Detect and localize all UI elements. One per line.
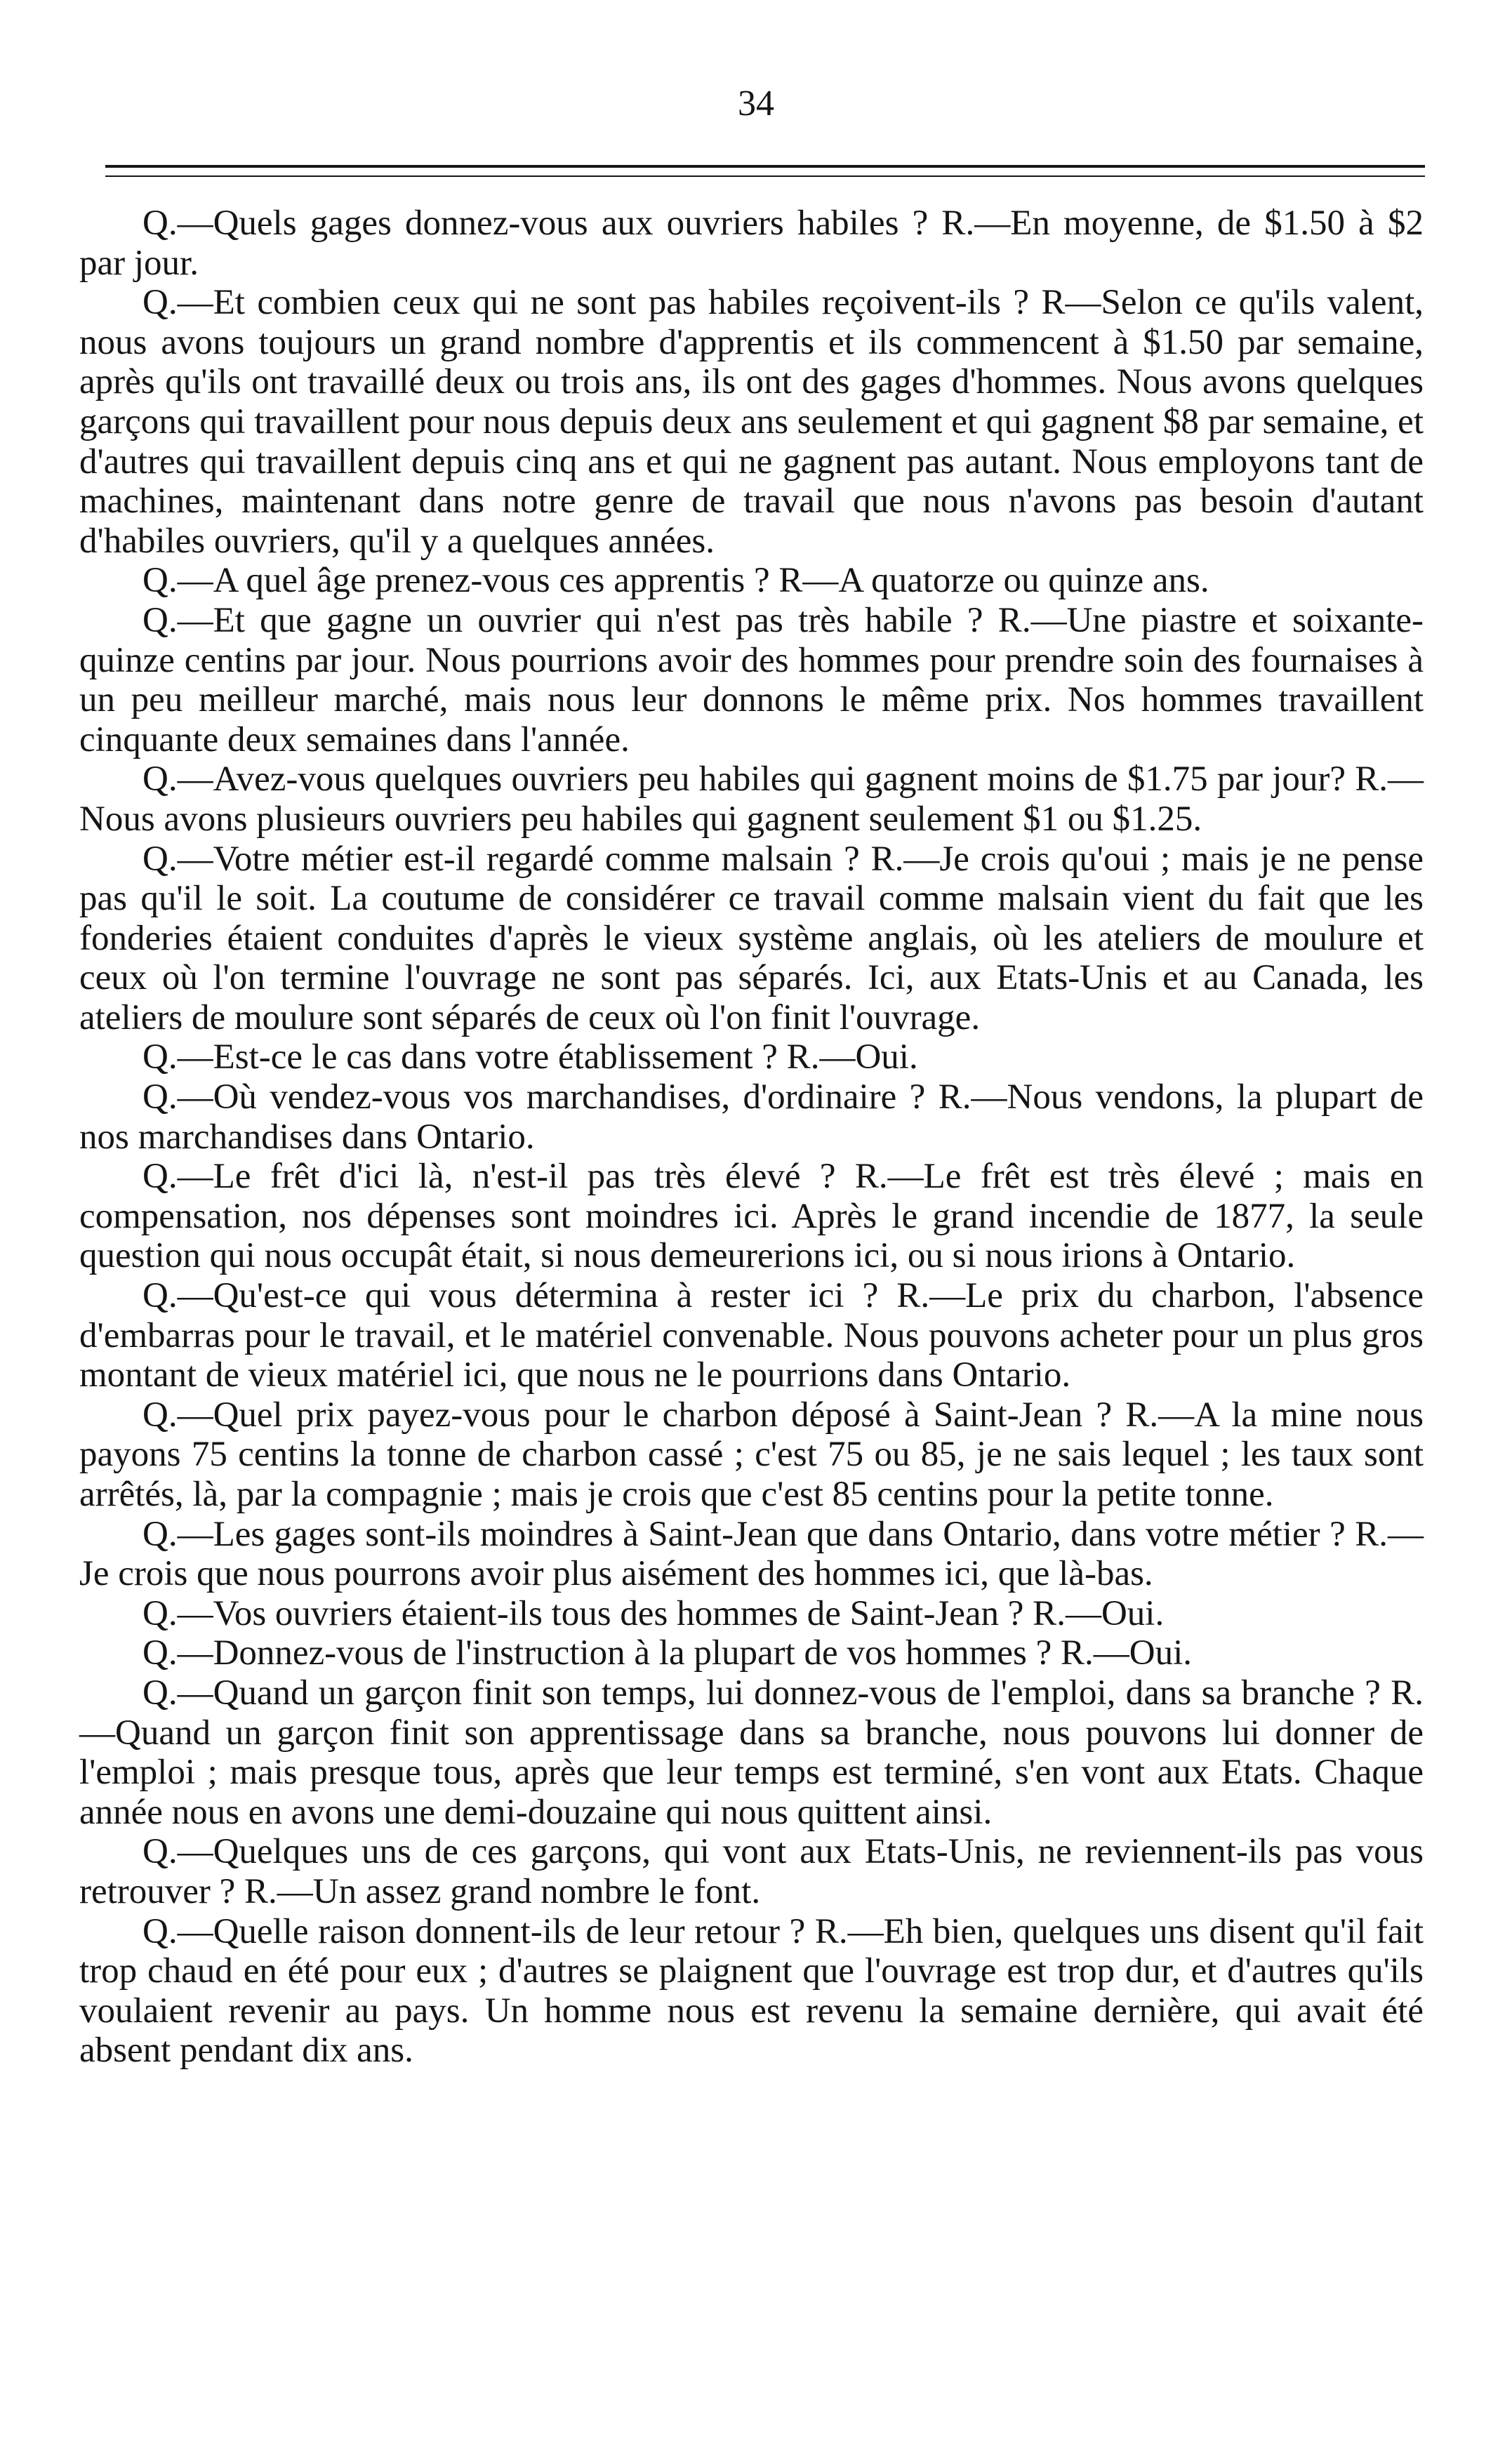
paragraph-wage-comparison: Q.—Les gages sont-ils moindres à Saint-Jean que dans Ontario, dans votre métier ? R.—Je crois que nous pourrons avoir plus aisément des hommes ici, que là-bas. [79,1514,1424,1594]
paragraph-coal-price: Q.—Quel prix payez-vous pour le charbon déposé à Saint-Jean ? R.—A la mine nous payons 75 centins la tonne de charbon cassé ; c'est 75 ou 85, je ne sais lequel ; les taux sont arrêtés, là, par la compagnie ; mais je crois que c'est 85 centins pour la petite tonne. [79,1395,1424,1514]
header-rule-thick [105,165,1425,168]
paragraph-wages-unskilled: Q.—Et combien ceux qui ne sont pas habiles reçoivent-ils ? R—Selon ce qu'ils valent, nous avons toujours un grand nombre d'apprentis et ils commencent à $1.50 par semaine, après qu'ils ont travaillé deux ou trois ans, ils ont des gages d'hommes. Nous avons quelques garçons qui travaillent pour nous depuis deux ans seulement et qui gagnent $8 par semaine, et d'autres qui travaillent depuis cinq ans et qui ne gagnent pas autant. Nous employons tant de machines, maintenant dans notre genre de travail que nous n'avons pas besoin d'autant d'habiles ouvriers, qu'il y a quelques années. [79,283,1424,561]
paragraph-freight: Q.—Le frêt d'ici là, n'est-il pas très élevé ? R.—Le frêt est très élevé ; mais en compensation, nos dépenses sont moindres ici. Après le grand incendie de 1877, la seule question qui nous occupât était, si nous demeurerions ici, ou si nous irions à Ontario. [79,1157,1424,1276]
paragraph-return-reasons: Q.—Quelle raison donnent-ils de leur retour ? R.—Eh bien, quelques uns disent qu'il fait trop chaud en été pour eux ; d'autres se plaignent que l'ouvrage est trop dur, et d'autres qu'ils voulaient revenir au pays. Un homme nous est revenu la semaine dernière, qui avait été absent pendant dix ans. [79,1911,1424,2071]
paragraph-reasons-staying: Q.—Qu'est-ce qui vous détermina à rester ici ? R.—Le prix du charbon, l'absence d'embarras pour le travail, et le matériel convenable. Nous pouvons acheter pour un plus gros montant de vieux matériel ici, que nous ne le pourrions dans Ontario. [79,1276,1424,1395]
paragraph-low-earners: Q.—Avez-vous quelques ouvriers peu habiles qui gagnent moins de $1.75 par jour? R.—Nous avons plusieurs ouvriers peu habiles qui gagnent seulement $1 ou $1.25. [79,759,1424,839]
page-number: 34 [738,84,774,124]
paragraph-wages-skilled: Q.—Quels gages donnez-vous aux ouvriers habiles ? R.—En moyenne, de $1.50 à $2 par jour. [79,204,1424,283]
paragraph-returning: Q.—Quelques uns de ces garçons, qui vont aux Etats-Unis, ne reviennent-ils pas vous retrouver ? R.—Un assez grand nombre le font. [79,1832,1424,1911]
body-text [79,204,1424,2071]
paragraph-sales: Q.—Où vendez-vous vos marchandises, d'ordinaire ? R.—Nous vendons, la plupart de nos marchandises dans Ontario. [79,1077,1424,1157]
paragraph-apprentice-age: Q.—A quel âge prenez-vous ces apprentis ? R—A quatorze ou quinze ans. [142,561,1209,601]
paragraph-instruction: Q.—Donnez-vous de l'instruction à la plupart de vos hommes ? R.—Oui. [142,1633,1193,1673]
paragraph-establishment: Q.—Est-ce le cas dans votre établissement ? R.—Oui. [142,1037,918,1077]
paragraph-worker-pay: Q.—Et que gagne un ouvrier qui n'est pas très habile ? R.—Une piastre et soixante-quinze centins par jour. Nous pourrions avoir des hommes pour prendre soin des fournaises à un peu meilleur marché, mais nous leur donnons le même prix. Nos hommes travaillent cinquante deux semaines dans l'année. [79,600,1424,759]
paragraph-trade-health: Q.—Votre métier est-il regardé comme malsain ? R.—Je crois qu'oui ; mais je ne pense pas qu'il le soit. La coutume de considérer ce travail comme malsain vient du fait que les fonderies étaient conduites d'après le vieux système anglais, où les ateliers de moulure et ceux où l'on termine l'ouvrage ne sont pas séparés. Ici, aux Etats-Unis et au Canada, les ateliers de moulure sont séparés de ceux où l'on finit l'ouvrage. [79,839,1424,1037]
header-rule-thin [105,175,1425,177]
paragraph-apprentice-employment: Q.—Quand un garçon finit son temps, lui donnez-vous de l'emploi, dans sa branche ? R.—Quand un garçon finit son apprentissage dans sa branche, nous pouvons lui donner de l'emploi ; mais presque tous, après que leur temps est terminé, s'en vont aux Etats. Chaque année nous en avons une demi-douzaine qui nous quittent ainsi. [79,1673,1424,1832]
paragraph-workers-origin: Q.—Vos ouvriers étaient-ils tous des hommes de Saint-Jean ? R.—Oui. [142,1593,1165,1633]
